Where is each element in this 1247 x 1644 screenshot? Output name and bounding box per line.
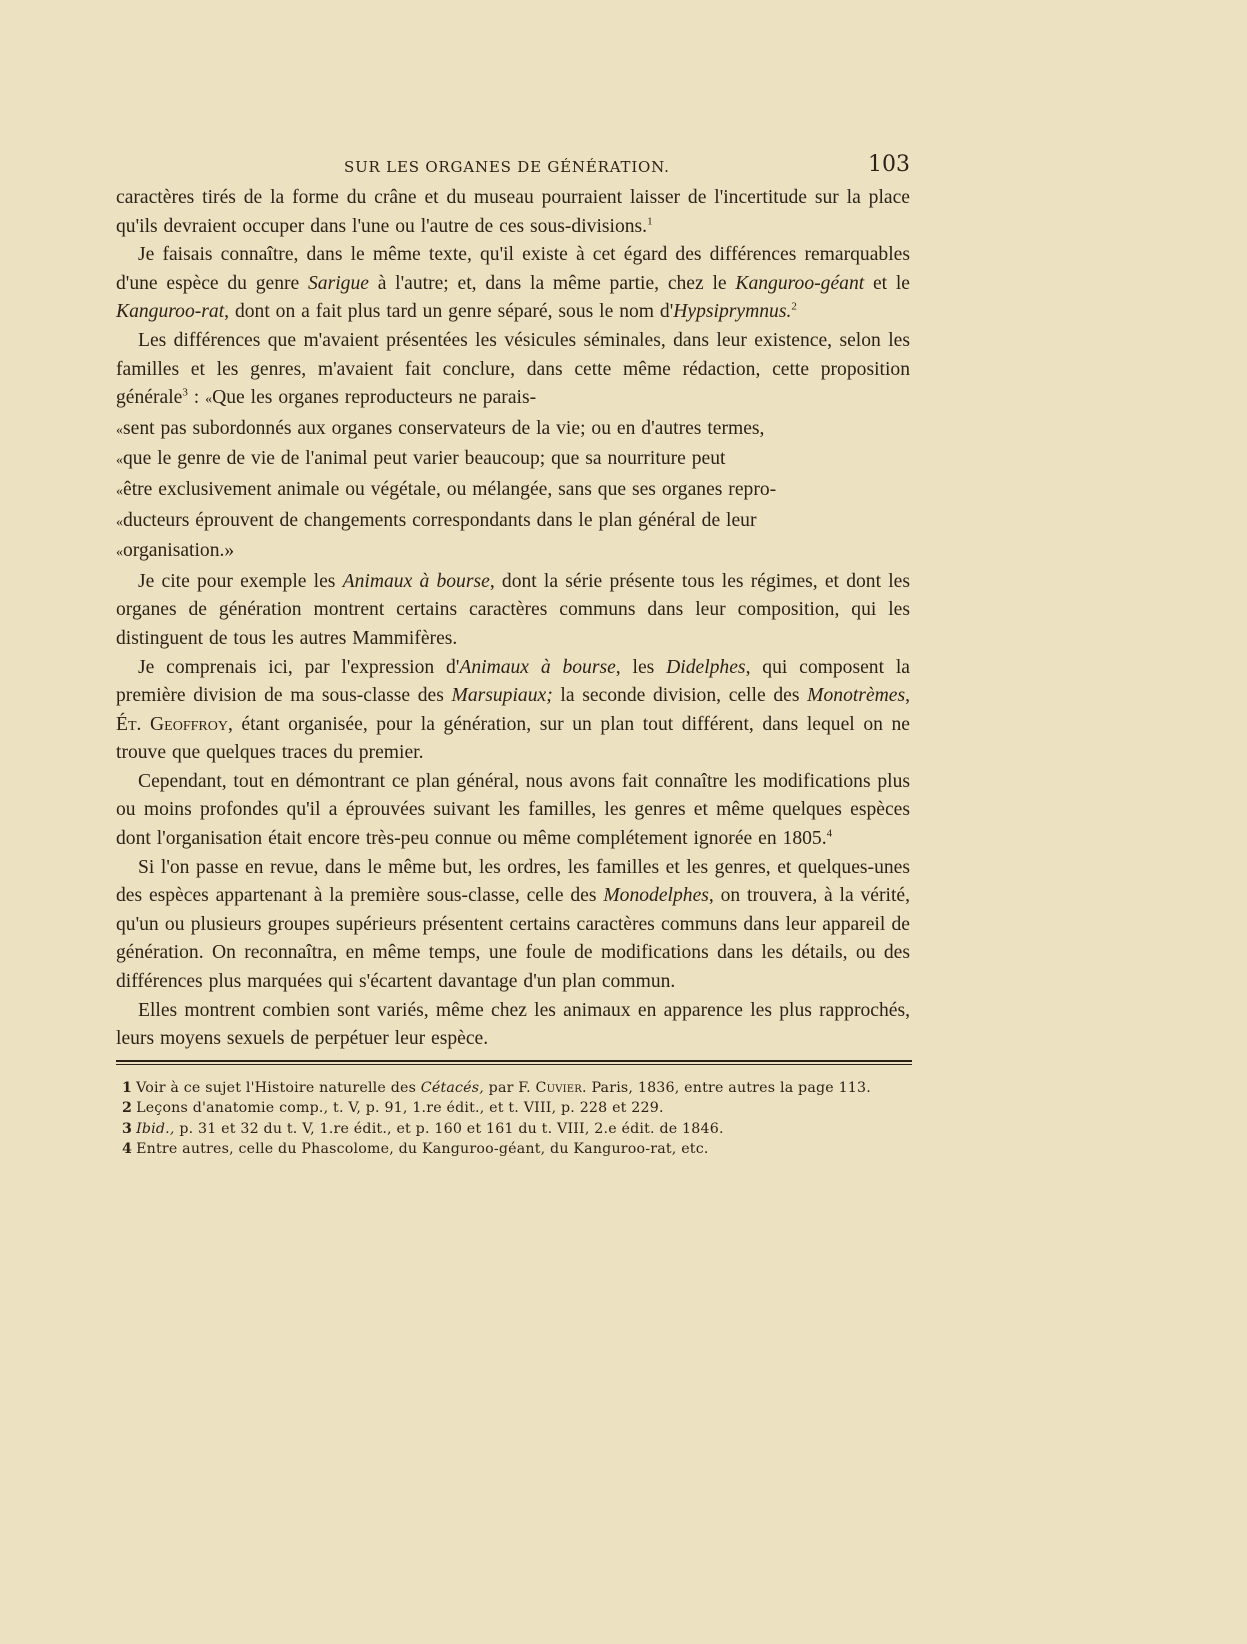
term-didelphes: Didelphes — [666, 656, 746, 678]
quote-mark: « — [205, 392, 213, 408]
footnote-2-text: Leçons d'anatomie comp., t. V, p. 91, 1.re édit., et t. VIII, p. 228 et 229. — [136, 1100, 664, 1117]
quote-line-5: organisation. — [123, 540, 225, 562]
paragraph-2-text-a: Je faisais connaître, dans le même texte, qu'il existe à cet égard des différences remarquables d'une espèce du genre — [116, 244, 910, 294]
paragraph-5-text-d: la seconde division, celle des — [552, 685, 808, 707]
footnote-number: 1 — [122, 1079, 133, 1096]
running-title: SUR LES ORGANES DE GÉNÉRATION. — [344, 158, 670, 176]
running-head — [116, 150, 910, 184]
footnote-1-text-a: Voir à ce sujet l'Histoire naturelle des — [136, 1079, 421, 1096]
footnote-1-cetaces: Cétacés, — [420, 1079, 484, 1096]
footnote-ref-1: 1 — [647, 215, 653, 228]
term-monotremes: Monotrèmes — [807, 685, 906, 707]
footnote-1-text-c: . Paris, 1836, entre autres la page 113. — [582, 1079, 871, 1096]
footnote-3-ibid: Ibid., — [136, 1120, 175, 1137]
paragraph-5-text-f: , étant organisée, pour la génération, sur un plan tout différent, dans lequel on ne trouve que quelques traces du premier. — [116, 713, 910, 764]
term-animaux-a-bourse: Animaux à bourse — [342, 570, 490, 592]
paragraph-3-text-a: Les différences que m'avaient présentées les vésicules séminales, dans leur existence, selon les familles et les genres, m'avaient fait conclure, dans cette même rédaction, cette proposition générale — [116, 329, 910, 409]
page-number: 103 — [868, 152, 910, 177]
quote-close: » — [224, 540, 235, 562]
author-geoffroy: Ét. Geoffroy — [116, 713, 228, 735]
author-cuvier: Cuvier — [535, 1079, 583, 1096]
quote-mark: « — [116, 514, 123, 530]
footnote-2 — [116, 1099, 910, 1118]
footnote-3 — [116, 1120, 910, 1139]
footnote-number: 4 — [122, 1141, 133, 1158]
footnote-1-text-b: par F. — [483, 1079, 536, 1096]
paragraph-3 — [116, 327, 910, 568]
paragraph-7-text-a: Si l'on passe en revue, dans le même but, les ordres, les familles et les genres, et quelques-unes des espèces appartenant à la première sous-classe, celle des — [116, 856, 910, 907]
quote-line-2: que le genre de vie de l'animal peut varier beaucoup; que sa nourriture peut — [123, 448, 726, 470]
genus-hypsiprymnus: Hypsiprymnus. — [673, 301, 792, 323]
footnote-ref-4: 4 — [826, 827, 833, 840]
paragraph-5-text-e: , — [905, 685, 911, 707]
paragraph-8 — [116, 997, 910, 1054]
footnote-4 — [116, 1140, 910, 1159]
paragraph-7-text-b: , on trouvera, à la vérité, qu'un ou plusieurs groupes supérieurs présentent certains caractères communs dans leur appareil de génération. On reconnaîtra, en même temps, une foule de modifications dans les détails, ou des différences plus marquées qui s'écartent davantage d'un plan commun. — [116, 885, 911, 993]
term-marsupiaux: Marsupiaux; — [451, 685, 553, 707]
footnote-number: 2 — [122, 1100, 133, 1117]
genus-sarigue: Sarigue — [308, 272, 369, 294]
paragraph-1 — [116, 184, 910, 241]
quote-mark: « — [116, 453, 123, 469]
term-monodelphes: Monodelphes — [603, 885, 709, 907]
paragraph-5-text-c: , qui composent la première division de ma sous-classe des — [116, 656, 910, 707]
paragraph-1-text: caractères tirés de la forme du crâne et du museau pourraient laisser de l'incertitude sur la place qu'ils devraient occuper dans l'une ou l'autre de ces sous-divisions. — [116, 187, 910, 237]
quote-mark: « — [116, 545, 123, 561]
quote-line-1: sent pas subordonnés aux organes conservateurs de la vie; ou en d'autres termes, — [123, 417, 765, 439]
footnote-divider — [116, 1060, 912, 1065]
genus-kanguroo-geant: Kanguroo-géant — [735, 272, 865, 294]
footnote-ref-2: 2 — [791, 300, 797, 313]
paragraph-3-text-b: : — [187, 387, 206, 409]
page — [116, 150, 910, 1161]
paragraph-8-text: Elles montrent combien sont variés, même chez les animaux en apparence les plus rapprochés, leurs moyens sexuels de perpétuer leur espèce. — [116, 999, 910, 1050]
paragraph-5-text-a: Je comprenais ici, par l'expression d' — [138, 656, 460, 678]
quote-line-4: ducteurs éprouvent de changements correspondants dans le plan général de leur — [123, 509, 757, 531]
genus-kanguroo-rat: Kanguroo-rat — [116, 301, 225, 323]
term-animaux-a-bourse: Animaux à bourse — [459, 656, 616, 678]
paragraph-2-text-c: et le — [864, 272, 910, 294]
footnote-1 — [116, 1079, 910, 1098]
body-text — [116, 184, 910, 1054]
paragraph-4-text-a: Je cite pour exemple les — [138, 570, 343, 592]
paragraph-6-text: Cependant, tout en démontrant ce plan général, nous avons fait connaître les modifications plus ou moins profondes qu'il a éprouvées suivant les familles, les genres et même quelques espèces dont l'organisation était encore très-peu connue ou même complétement ignorée en 1805. — [116, 770, 910, 850]
paragraph-7 — [116, 854, 910, 997]
paragraph-2-text-b: à l'autre; et, dans la même partie, chez le — [368, 272, 736, 294]
quote-mark: « — [116, 483, 123, 499]
paragraph-6 — [116, 768, 910, 854]
paragraph-5-text-b: , les — [615, 656, 667, 678]
quote-line-0: Que les organes reproducteurs ne parais- — [212, 387, 537, 409]
footnote-4-text: Entre autres, celle du Phascolome, du Kanguroo-géant, du Kanguroo-rat, etc. — [136, 1141, 709, 1158]
footnotes — [116, 1079, 910, 1159]
quote-line-3: être exclusivement animale ou végétale, ou mélangée, sans que ses organes repro- — [123, 478, 777, 500]
footnote-number: 3 — [122, 1120, 133, 1137]
paragraph-5 — [116, 654, 910, 768]
quote-mark: « — [116, 422, 123, 438]
footnote-3-text: p. 31 et 32 du t. V, 1.re édit., et p. 160 et 161 du t. VIII, 2.e édit. de 1846. — [174, 1120, 724, 1137]
footnote-ref-3: 3 — [182, 386, 188, 399]
paragraph-2-text-d: , dont on a fait plus tard un genre séparé, sous le nom d' — [224, 301, 674, 323]
paragraph-4-text-b: , dont la série présente tous les régimes, et dont les organes de génération montrent certains caractères communs dans leur composition, qui les distinguent de tous les autres Mammifères. — [116, 570, 910, 649]
paragraph-2 — [116, 241, 910, 327]
paragraph-4 — [116, 568, 910, 654]
